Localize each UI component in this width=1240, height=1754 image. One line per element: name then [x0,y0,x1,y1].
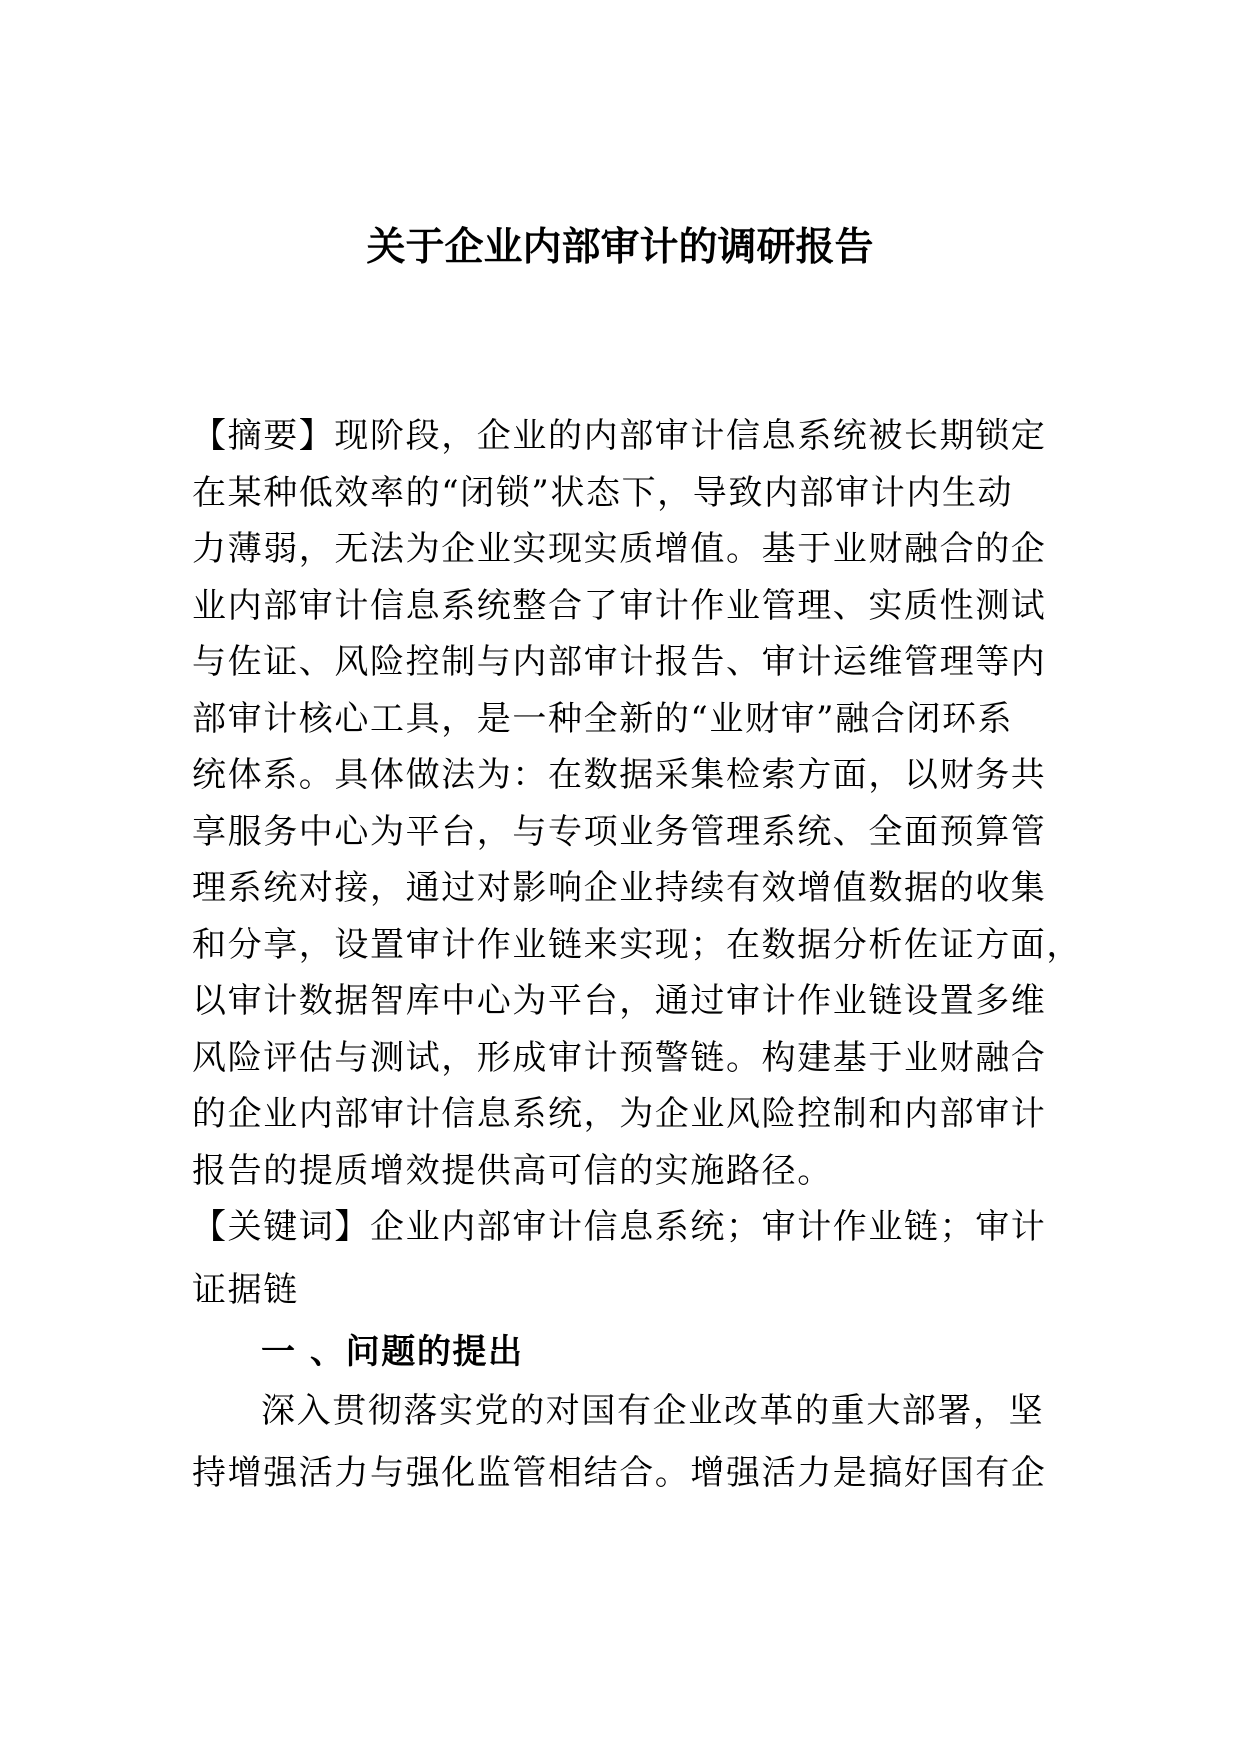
abstract-line: 与佐证、风险控制与内部审计报告、审计运维管理等内 [192,642,1047,682]
abstract-line: 以审计数据智库中心为平台，通过审计作业链设置多维 [192,981,1047,1021]
abstract-line: 在某种低效率的“闭锁”状态下，导致内部审计内生动 [192,472,1014,513]
abstract-line: 统体系。具体做法为：在数据采集检索方面，以财务共 [192,755,1047,795]
abstract-line: 风险评估与测试，形成审计预警链。构建基于业财融合 [192,1037,1047,1078]
abstract-line: 的企业内部审计信息系统，为企业风险控制和内部审计 [192,1094,1047,1134]
document-title: 关于企业内部审计的调研报告 [366,225,874,270]
paragraph-line: 深入贯彻落实党的对国有企业改革的重大部署，坚 [261,1390,1045,1431]
abstract-line: 和分享，设置审计作业链来实现；在数据分析佐证方面， [192,924,1082,965]
keywords-line: 【关键词】企业内部审计信息系统；审计作业链；审计 [192,1207,1047,1247]
keywords [192,1199,1052,1324]
document-body [192,408,1082,1504]
paragraph-line: 持增强活力与强化监管相结合。增强活力是搞好国有企 [192,1452,1047,1493]
abstract-line: 理系统对接，通过对影响企业持续有效增值数据的收集 [192,868,1047,908]
keywords-line: 证据链 [192,1269,299,1310]
abstract-line: 力薄弱，无法为企业实现实质增值。基于业财融合的企 [192,529,1047,569]
abstract-line: 享服务中心为平台，与专项业务管理系统、全面预算管 [192,811,1047,852]
abstract-line: 报告的提质增效提供高可信的实施路径。 [192,1150,833,1191]
abstract-line: 业内部审计信息系统整合了审计作业管理、实质性测试 [192,585,1047,626]
body-paragraph [192,1380,1052,1504]
abstract-line: 【摘要】现阶段，企业的内部审计信息系统被长期锁定 [192,416,1047,456]
abstract-line: 部审计核心工具，是一种全新的“业财审”融合闭环系 [192,698,1014,739]
abstract [192,408,1082,1199]
section-heading: 一 、问题的提出 [261,1331,524,1372]
